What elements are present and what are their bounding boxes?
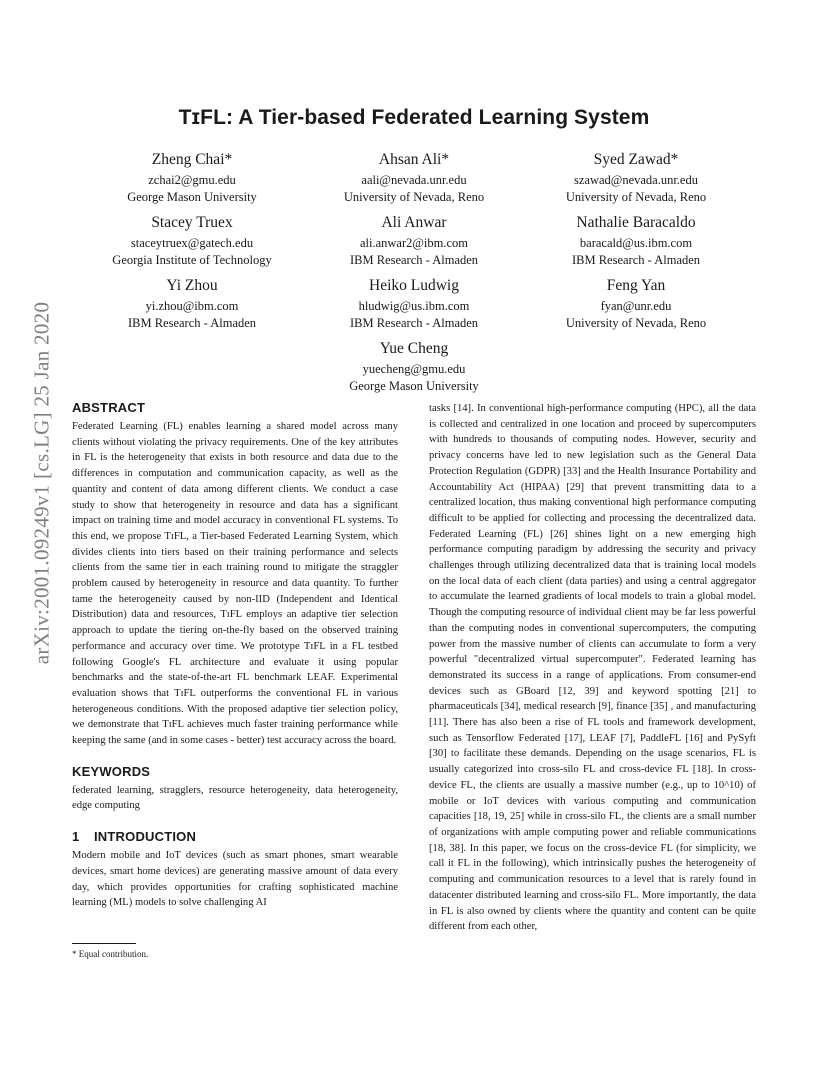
keywords-text: federated learning, stragglers, resource heterogeneity, data heterogeneity, edge computing bbox=[72, 784, 398, 812]
author-block bbox=[294, 150, 534, 205]
author-name: Nathalie Baracaldo bbox=[576, 214, 696, 231]
author-affiliation: Georgia Institute of Technology bbox=[112, 252, 272, 267]
author-name: Yi Zhou bbox=[166, 277, 218, 294]
keywords-heading: KEYWORDS bbox=[72, 763, 151, 779]
author-email: zchai2@gmu.edu bbox=[148, 173, 236, 187]
author-block bbox=[516, 213, 756, 268]
left-column bbox=[72, 400, 398, 911]
intro-text-right: tasks [14]. In conventional high-performance computing (HPC), all the data is collected and centralized in one location and proceed by supercomputers with hundreds to thousands of computing nodes. However, security and privacy concerns have led to new legislation such as the General Data Protection Regulation (GDPR) [33] and the Health Insurance Portability and Accountability Act (HIPAA) [29] that prevent transmitting data to a centralized location, thus making conventional high performance computing difficult to be applied for collecting and processing the decentralized data. Federated Learning (FL) [26] shines light on a new emerging high performance computing paradigm by addressing the security and privacy challenges through utilizing decentralized data that is training local models on the local data of each client (data parties) and using a central aggregator to accumulate the learned gradients of local models to train a global model. Though the computing resource of individual client may be far less powerful than the computing nodes in conventional supercomputers, the computing power from the massive number of clients can accumulate to form a very powerful "decentralized virtual supercomputer". Federated learning has demonstrated its success in a range of applications. From consumer-end devices such as GBoard [12, 39] and keyword spotting [21] to pharmaceuticals [34], medical research [9], finance [35] , and manufacturing [11]. There has also been a rise of FL tools and framework development, such as Tensorflow Federated [17], LEAF [7], PaddleFL [16] and PySyft [30] to facilitate these demands. Depending on the usage scenarios, FL is usually categorized into cross-silo FL and cross-device FL [18]. In cross-device FL, the clients are usually a massive number (e.g., up to 10^10) of mobile or IoT devices with various computing and communication capacities [18, 19, 25] while in cross-silo FL, the clients are a small number of organizations with ample computing power and reliable communications [18, 38]. In this paper, we focus on the cross-device FL (for simplicity, we call it FL in the following), which intrinsically pushes the heterogeneity of computing and communication resources to a level that is rarely found in datacenter distributed learning and cross-silo FL. More importantly, the data in FL is also owned by clients where the quantity and content can be quite different from each other, bbox=[429, 403, 756, 933]
abstract-heading: ABSTRACT bbox=[72, 400, 146, 415]
author-affiliation: IBM Research - Almaden bbox=[349, 252, 479, 267]
footnote: * Equal contribution. bbox=[72, 949, 149, 959]
author-email: fyan@unr.edu bbox=[600, 299, 672, 313]
author-block bbox=[72, 150, 312, 205]
author-affiliation: George Mason University bbox=[349, 378, 479, 393]
author-affiliation: IBM Research - Almaden bbox=[571, 252, 701, 267]
author-affiliation: University of Nevada, Reno bbox=[565, 315, 707, 330]
section-number: 1 bbox=[72, 829, 80, 845]
author-email: aali@nevada.unr.edu bbox=[361, 173, 467, 187]
author-email: ali.anwar2@ibm.com bbox=[359, 236, 468, 250]
author-email: staceytruex@gatech.edu bbox=[130, 236, 254, 250]
author-block bbox=[516, 150, 756, 205]
paper-title: TɪFL: A Tier-based Federated Learning System bbox=[178, 106, 650, 129]
author-affiliation: University of Nevada, Reno bbox=[343, 189, 485, 204]
author-name: Zheng Chai* bbox=[151, 151, 233, 168]
author-block bbox=[516, 276, 756, 331]
author-email: szawad@nevada.unr.edu bbox=[574, 173, 698, 187]
intro-text-left: Modern mobile and IoT devices (such as smart phones, smart wearable devices, smart home devices) are generating massive amount of data every day, which provides opportunities for crafting sophisticated machine learning (ML) models to solve challenging AI bbox=[72, 850, 398, 909]
arxiv-stamp bbox=[20, 268, 64, 698]
author-name: Stacey Truex bbox=[151, 214, 233, 231]
section-title: INTRODUCTION bbox=[94, 829, 197, 845]
author-affiliation: IBM Research - Almaden bbox=[127, 315, 257, 330]
author-block bbox=[72, 213, 312, 268]
author-affiliation: University of Nevada, Reno bbox=[565, 189, 707, 204]
author-email: baracald@us.ibm.com bbox=[579, 236, 693, 250]
author-email: yuecheng@gmu.edu bbox=[362, 362, 466, 376]
author-block bbox=[294, 213, 534, 268]
author-name: Syed Zawad* bbox=[593, 151, 679, 168]
author-name: Yue Cheng bbox=[379, 340, 449, 357]
footnote-rule bbox=[72, 943, 136, 944]
right-column bbox=[429, 401, 756, 935]
author-affiliation: IBM Research - Almaden bbox=[349, 315, 479, 330]
abstract-text: Federated Learning (FL) enables learning a shared model across many clients without violating the privacy requirements. One of the key attributes in FL is the heterogeneity that exists in both resource and data due to the differences in computation and communication capacity, as well as the quantity and content of data among different clients. We conduct a case study to show that heterogeneity in resource and data has a significant impact on training time and model accuracy in conventional FL systems. To this end, we propose TɪFL, a Tier-based Federated Learning System, which divides clients into tiers based on their training performance and selects clients from the same tier in each training round to mitigate the straggler problem caused by heterogeneity in resource and data quantity. To further tame the heterogeneity caused by non-IID (Independent and Identical Distribution) data and resources, TɪFL employs an adaptive tier selection approach to update the tiering on-the-fly based on the observed training performance and accuracy over time. We prototype TɪFL in a FL testbed following Google's FL architecture and evaluate it using popular benchmarks and the state-of-the-art FL benchmark LEAF. Experimental evaluation shows that TɪFL outperforms the conventional FL in various heterogeneous conditions. With the proposed adaptive tier selection policy, we demonstrate that TɪFL achieves much faster training performance while keeping the same (and in some cases - better) test accuracy across the board. bbox=[72, 421, 398, 747]
section-heading-introduction bbox=[72, 829, 398, 845]
author-affiliation: George Mason University bbox=[127, 189, 257, 204]
author-name: Ahsan Ali* bbox=[378, 151, 450, 168]
author-name: Heiko Ludwig bbox=[369, 277, 459, 294]
author-block bbox=[294, 276, 534, 331]
author-block bbox=[294, 339, 534, 394]
author-name: Feng Yan bbox=[606, 277, 666, 294]
author-email: hludwig@us.ibm.com bbox=[358, 299, 470, 313]
arxiv-stamp-text: arXiv:2001.09249v1 [cs.LG] 25 Jan 2020 bbox=[29, 301, 54, 665]
author-name: Ali Anwar bbox=[381, 214, 447, 231]
author-block bbox=[72, 276, 312, 331]
author-email: yi.zhou@ibm.com bbox=[145, 299, 239, 313]
